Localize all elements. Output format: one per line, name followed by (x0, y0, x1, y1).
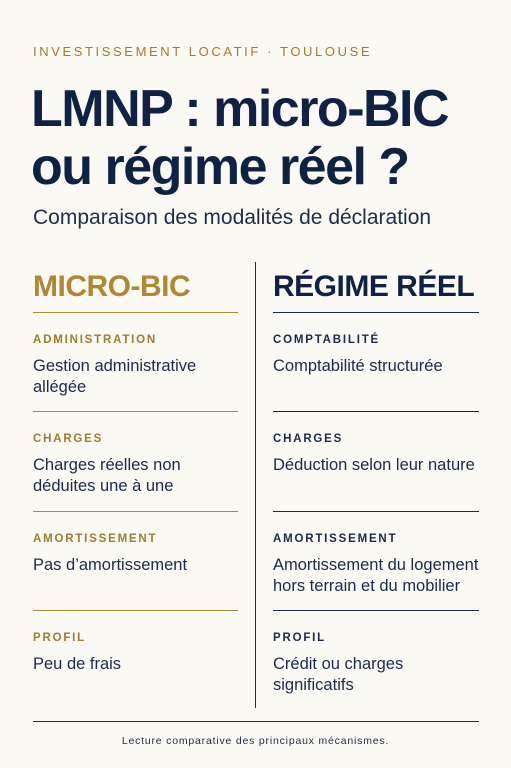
divider (33, 312, 238, 313)
section-text: Amortissement du logement hors terrain et du mobilier (273, 556, 479, 595)
section-administration (33, 333, 243, 398)
section-label: AMORTISSEMENT (273, 533, 398, 545)
page-title (31, 80, 501, 196)
section-label: CHARGES (33, 433, 104, 445)
section-label: PROFIL (33, 632, 86, 644)
section-text: Déduction selon leur nature (273, 456, 475, 474)
section-charges (33, 432, 243, 497)
footer-divider (33, 721, 479, 722)
section-text: Gestion administrative allégée (33, 357, 197, 396)
section-label: COMPTABILITÉ (273, 334, 380, 346)
divider (33, 610, 238, 611)
section-profil (33, 631, 243, 675)
divider (33, 511, 238, 512)
regime-reel-title: RÉGIME RÉEL (273, 270, 475, 303)
divider (273, 610, 479, 611)
section-label: CHARGES (273, 433, 344, 445)
section-text: Crédit ou charges significatifs (273, 655, 404, 694)
micro-bic-title: MICRO-BIC (33, 270, 191, 303)
section-text: Pas d’amortissement (33, 556, 188, 574)
section-text: Peu de frais (33, 655, 122, 673)
kicker: INVESTISSEMENT LOCATIF · TOULOUSE (33, 44, 373, 59)
section-amortissement (33, 532, 243, 576)
section-text: Comptabilité structurée (273, 357, 443, 375)
title-line-2: ou régime réel ? (31, 138, 409, 196)
section-label: ADMINISTRATION (33, 334, 158, 346)
section-label: PROFIL (273, 632, 326, 644)
column-divider (255, 262, 256, 708)
divider (273, 511, 479, 512)
section-text: Charges réelles non déduites une à une (33, 456, 181, 495)
section-amortissement (273, 532, 483, 597)
divider (33, 411, 238, 412)
section-profil (273, 631, 483, 696)
divider (273, 411, 479, 412)
regime-reel-column (273, 266, 479, 694)
section-label: AMORTISSEMENT (33, 533, 158, 545)
divider (273, 312, 479, 313)
section-charges (273, 432, 483, 476)
section-comptabilite (273, 333, 483, 377)
title-line-1: LMNP : micro-BIC (31, 80, 449, 138)
page-subtitle: Comparaison des modalités de déclaration (33, 206, 432, 229)
footnote: Lecture comparative des principaux mécanismes. (121, 735, 390, 747)
micro-bic-column (33, 266, 238, 673)
